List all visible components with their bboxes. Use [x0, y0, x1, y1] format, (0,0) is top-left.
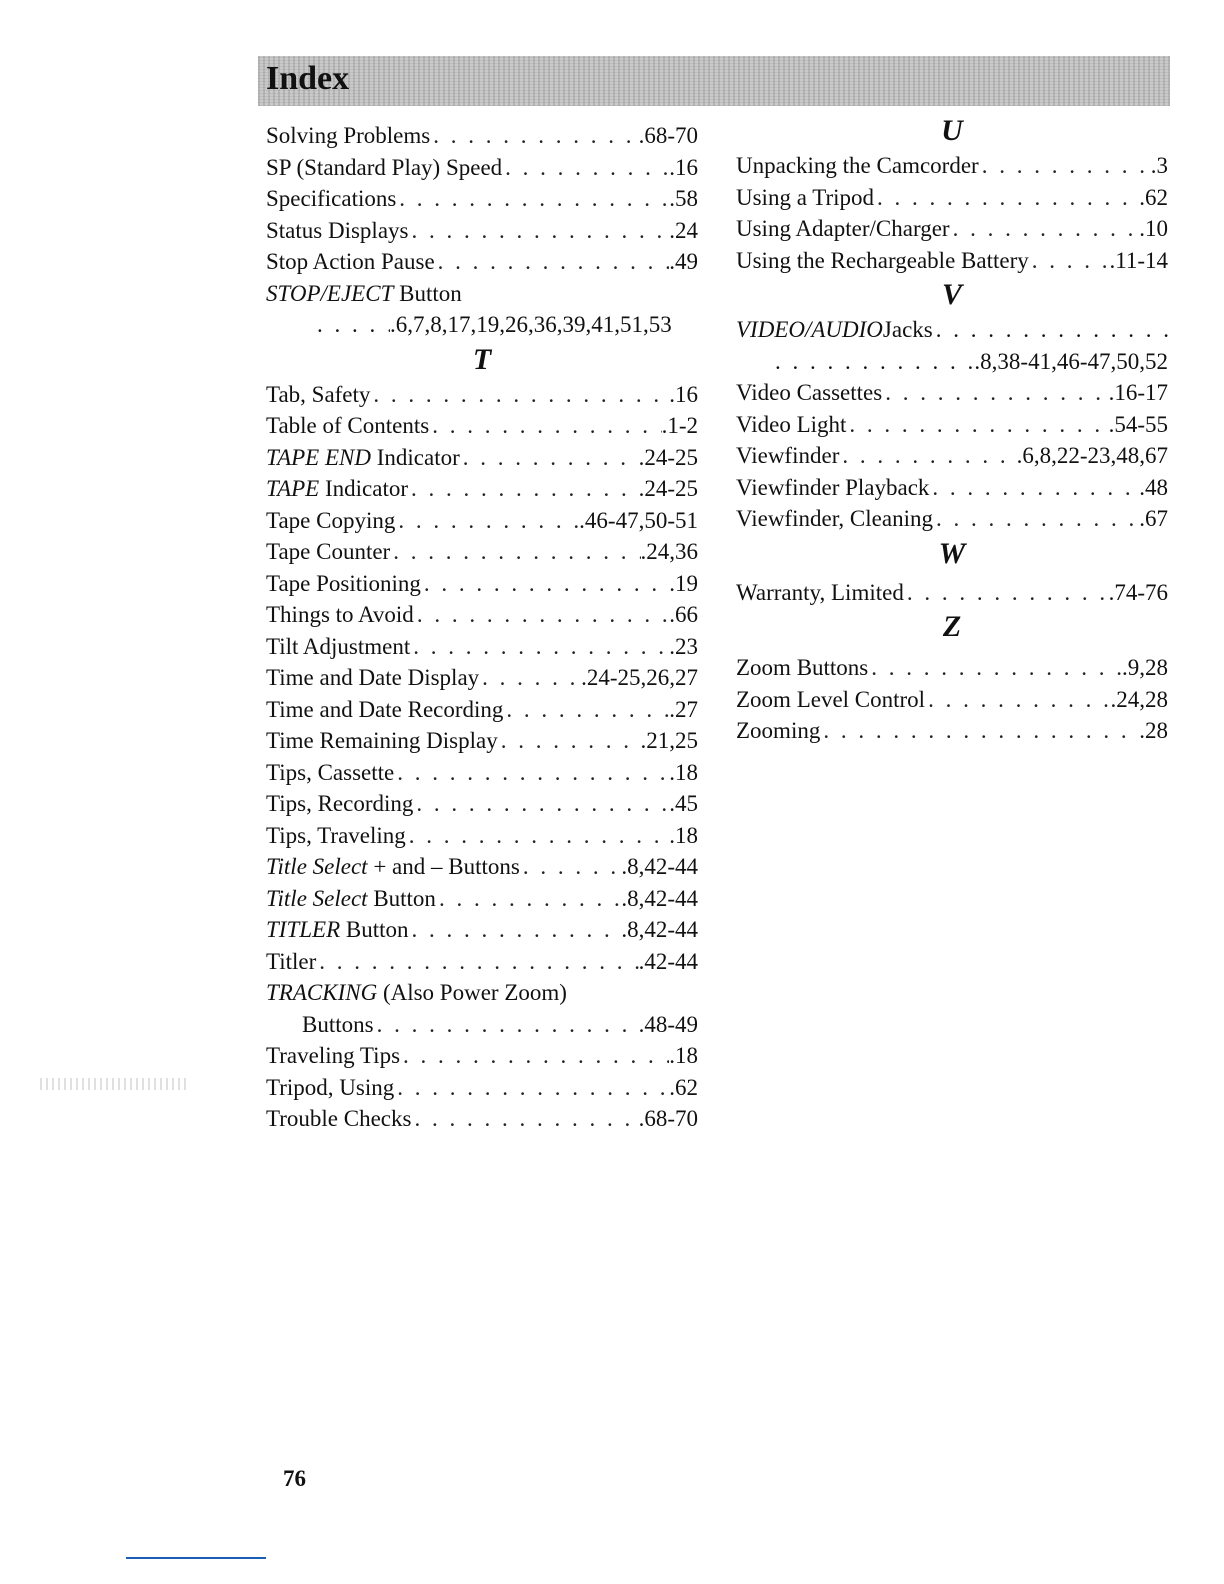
index-entry: TAPE Indicator . . . .24-25: [266, 473, 698, 505]
index-entry-stop-eject-pages: . . . .6,7,8,17,19,26,36,39,41,51,53: [266, 309, 698, 341]
index-entry: Warranty, Limited . . . .74-76: [736, 577, 1168, 609]
u-entries: [736, 150, 1168, 276]
index-entry: Tape Counter . . . .24,36: [266, 536, 698, 568]
index-entry: Tilt Adjustment . . . .23: [266, 631, 698, 663]
t-entries: [266, 379, 698, 1135]
index-entry: Unpacking the Camcorder . . . .3: [736, 150, 1168, 182]
index-entry: Tips, Traveling . . . .18: [266, 820, 698, 852]
index-entry: Things to Avoid . . . .66: [266, 599, 698, 631]
index-entry-video-audio-pages: . . . .8,38-41,46-47,50,52: [736, 346, 1168, 378]
index-header-band: [258, 56, 1170, 106]
w-entries: [736, 573, 1168, 609]
index-entry: Tape Copying . . . .46-47,50-51: [266, 505, 698, 537]
index-entry: Tips, Cassette . . . .18: [266, 757, 698, 789]
index-entry: Title Select + and – Buttons . . . .8,42-44: [266, 851, 698, 883]
index-entry: Titler . . . .42-44: [266, 946, 698, 978]
index-right-column: [736, 112, 1168, 747]
section-letter-v: V: [941, 278, 962, 311]
index-entry: Using the Rechargeable Battery . . . .11-14: [736, 245, 1168, 277]
index-entry: Using Adapter/Charger . . . .10: [736, 213, 1168, 245]
page-number: 76: [283, 1466, 306, 1491]
section-letter-w: W: [938, 536, 966, 570]
index-entry: TAPE END Indicator . . . .24-25: [266, 442, 698, 474]
index-entry: Stop Action Pause . . . .49: [266, 246, 698, 278]
index-entry-video-audio: VIDEO/AUDIO Jacks . . .: [736, 314, 1168, 346]
index-entry: Tape Positioning . . . .19: [266, 568, 698, 600]
footer-rule: [126, 1557, 266, 1559]
index-entry: Zoom Buttons . . . .9,28: [736, 652, 1168, 684]
index-entry: Using a Tripod . . . .62: [736, 182, 1168, 214]
index-left-column: [266, 120, 698, 1135]
index-entry: Table of Contents . . . .1-2: [266, 410, 698, 442]
section-letter-z: Z: [942, 610, 962, 643]
index-entry: TITLER Button . . . .8,42-44: [266, 914, 698, 946]
index-entry: Viewfinder, Cleaning . . . .67: [736, 503, 1168, 535]
index-entry-tracking-buttons: Buttons . . . .48-49: [266, 1009, 698, 1041]
index-entry-tracking: TRACKING (Also Power Zoom): [266, 980, 567, 1005]
index-entry: Video Cassettes . . . .16-17: [736, 377, 1168, 409]
index-entry: Solving Problems . . . .68-70: [266, 120, 698, 152]
v-entries: [736, 314, 1168, 535]
index-entry: Trouble Checks . . . .68-70: [266, 1103, 698, 1135]
index-entry: SP (Standard Play) Speed . . . .16: [266, 152, 698, 184]
index-entry: Zooming . . . .28: [736, 715, 1168, 747]
z-entries: [736, 646, 1168, 747]
index-entry: Time and Date Display . . . .24-25,26,27: [266, 662, 698, 694]
index-entry: Viewfinder . . . .6,8,22-23,48,67: [736, 440, 1168, 472]
scan-artifact: [40, 1078, 190, 1090]
index-entry: Video Light . . . .54-55: [736, 409, 1168, 441]
index-entry: Viewfinder Playback . . . .48: [736, 472, 1168, 504]
index-entry: Title Select Button . . . .8,42-44: [266, 883, 698, 915]
index-entry: Zoom Level Control . . . .24,28: [736, 684, 1168, 716]
index-entry: Tripod, Using . . . .62: [266, 1072, 698, 1104]
section-letter-t: T: [472, 342, 492, 376]
section-letter-u: U: [941, 114, 963, 147]
index-entry: Tips, Recording . . . .45: [266, 788, 698, 820]
index-entry: Traveling Tips . . . .18: [266, 1040, 698, 1072]
index-entry: Status Displays . . . .24: [266, 215, 698, 247]
index-entry-stop-eject: STOP/EJECT Button: [266, 280, 462, 306]
index-entry: Time Remaining Display . . . .21,25: [266, 725, 698, 757]
index-entry: Specifications . . . .58: [266, 183, 698, 215]
s-entries: [266, 120, 698, 341]
index-entry: Time and Date Recording . . . .27: [266, 694, 698, 726]
page-title: Index: [266, 60, 350, 97]
index-entry: Tab, Safety . . . .16: [266, 379, 698, 411]
